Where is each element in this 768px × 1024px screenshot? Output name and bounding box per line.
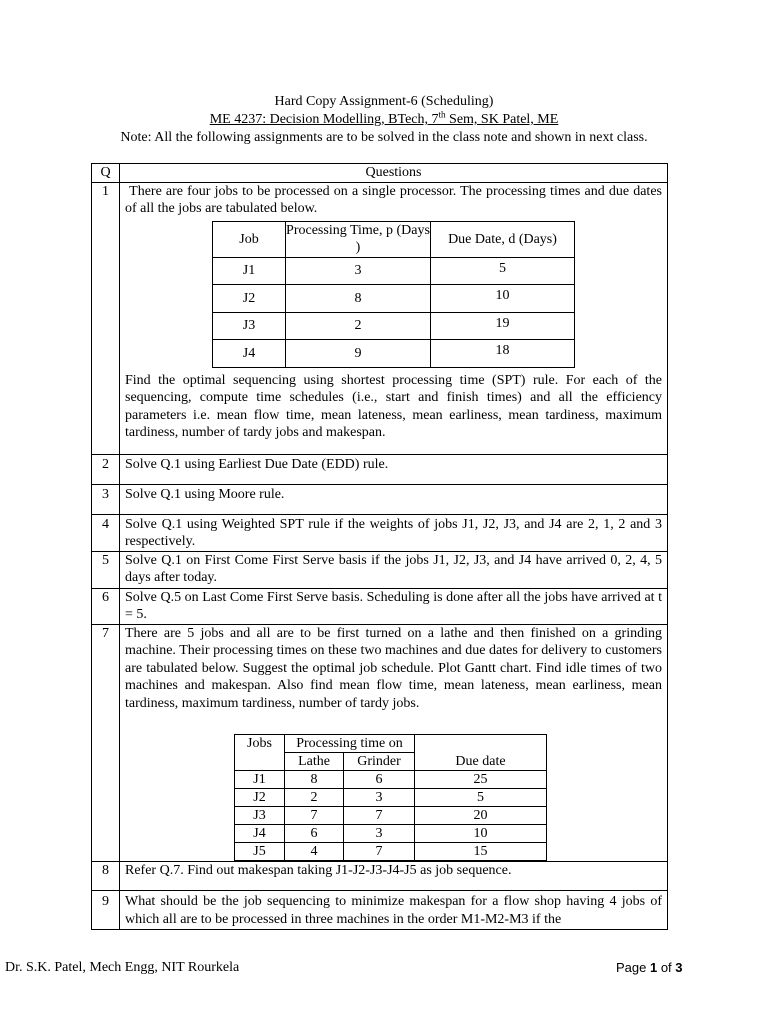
q1-cell: 9 [286,340,431,368]
q7-cell: 3 [344,825,415,843]
q7-cell: J3 [235,807,285,825]
note-line: Note: All the following assignments are to be solved in the class note and shown in next class. [120,130,648,145]
question-number: 1 [92,182,120,454]
q7-cell: J5 [235,843,285,861]
q1-cell: J2 [213,285,286,313]
q7-cell: 8 [285,771,344,789]
question-1-intro: There are four jobs to be processed on a single processor. The processing times and due dates of all the jobs are tabulated below. [125,183,666,216]
q7-cell: 4 [285,843,344,861]
question-row-4 [92,514,668,551]
q7-cell: J1 [235,771,285,789]
col-q-header: Q [92,164,120,183]
q7-cell: 25 [415,771,547,789]
question-number: 8 [92,862,120,891]
q1-cell: 8 [286,285,431,313]
q1-header-processing: Processing Time, p (Days ) [286,223,430,255]
table-header-row [92,164,668,183]
question-8-text: Refer Q.7. Find out makespan taking J1-J2-J3-J4-J5 as job sequence. [120,862,668,891]
table-row [235,789,547,807]
q7-cell: 2 [285,789,344,807]
of-word: of [657,960,676,975]
course-line-post: Sem, SK Patel, ME [445,112,559,127]
question-4-text: Solve Q.1 using Weighted SPT rule if the weights of jobs J1, J2, J3, and J4 are 2, 1, 2 and 3 respectively. [120,514,668,551]
page-number [616,960,683,975]
q7-header-jobs: Jobs [235,735,285,753]
question-number: 6 [92,588,120,624]
q7-header-lathe: Lathe [285,753,344,771]
q1-jobs-table [212,221,575,368]
table-row [235,771,547,789]
q7-header-due: Due date [415,753,547,771]
table-row [213,257,575,285]
q1-cell: 2 [286,312,431,340]
col-questions-header: Questions [120,164,668,183]
question-1-cell [120,182,668,454]
q7-header-row-1 [235,735,547,753]
q1-cell: 3 [286,257,431,285]
table-row [235,843,547,861]
q7-cell: 6 [285,825,344,843]
question-5-text: Solve Q.1 on First Come First Serve basis if the jobs J1, J2, J3, and J4 have arrived 0, 2, 4, 5 days after today. [120,551,668,588]
q7-cell: J4 [235,825,285,843]
assignment-title: Hard Copy Assignment-6 (Scheduling) [274,94,494,109]
q1-cell: 19 [431,312,575,340]
table-row [213,312,575,340]
q1-cell: 18 [431,340,575,368]
question-number: 7 [92,624,120,862]
question-7-text: There are 5 jobs and all are to be first turned on a lathe and then finished on a grinding machine. Their processing times on these two machines and due dates for delivery to customers are tabulated below. Suggest the optimal job schedule. Plot Gantt chart. Find idle times of two machines and makespan. Also find mean flow time, mean lateness, mean earliness, mean tardiness, maximum tardiness, number of tardy jobs. [125,625,662,711]
q7-cell: 7 [285,807,344,825]
question-row-7 [92,624,668,862]
q7-cell: 6 [344,771,415,789]
q7-header-due-spacer [415,735,547,753]
course-line [0,111,768,128]
q7-cell: 7 [344,843,415,861]
question-3-text: Solve Q.1 using Moore rule. [120,484,668,514]
questions-table [91,163,668,930]
q1-cell: J1 [213,257,286,285]
course-line-pre: ME 4237: Decision Modelling, BTech, 7 [209,112,439,127]
question-row-5 [92,551,668,588]
question-2-text: Solve Q.1 using Earliest Due Date (EDD) rule. [120,454,668,484]
footer-author: Dr. S.K. Patel, Mech Engg, NIT Rourkela [5,960,240,975]
question-number: 4 [92,514,120,551]
q1-cell: 5 [431,257,575,285]
q1-cell: J4 [213,340,286,368]
question-number: 3 [92,484,120,514]
question-number: 5 [92,551,120,588]
q1-header-due: Due Date, d (Days) [431,221,575,257]
table-row [235,807,547,825]
q1-cell: J3 [213,312,286,340]
question-number: 9 [92,891,120,930]
table-row [235,825,547,843]
q7-cell: 5 [415,789,547,807]
q7-header-blank [235,753,285,771]
question-row-3 [92,484,668,514]
q7-cell: 10 [415,825,547,843]
q7-jobs-table [234,734,547,861]
question-9-text: What should be the job sequencing to minimize makespan for a flow shop having 4 jobs of which all are to be processed in three machines in the order M1-M2-M3 if the [120,891,668,930]
question-row-8 [92,862,668,891]
q1-header-job: Job [213,221,286,257]
q7-cell: J2 [235,789,285,807]
question-number: 2 [92,454,120,484]
q7-cell: 20 [415,807,547,825]
q1-table-header [213,221,575,257]
q7-header-processing: Processing time on [285,735,415,753]
question-7-cell [120,624,668,862]
q7-header-grinder: Grinder [344,753,415,771]
page-word: Page [616,960,650,975]
q1-cell: 10 [431,285,575,313]
q7-cell: 7 [344,807,415,825]
question-row-2 [92,454,668,484]
q7-cell: 15 [415,843,547,861]
page-current: 1 [649,960,658,975]
course-line-sup: th [438,109,446,120]
q7-header-row-2 [235,753,547,771]
table-row [213,285,575,313]
question-row-1 [92,182,668,454]
question-row-6 [92,588,668,624]
page-total: 3 [675,960,683,975]
q7-cell: 3 [344,789,415,807]
question-row-9 [92,891,668,930]
question-1-after: Find the optimal sequencing using shortest processing time (SPT) rule. For each of the sequencing, compute time schedules (i.e., start and finish times) and all the efficiency parameters i.e. mean flow time, mean lateness, mean earliness, mean tardiness, maximum tardiness, number of tardy jobs and makespan. [125,372,662,440]
question-6-text: Solve Q.5 on Last Come First Serve basis. Scheduling is done after all the jobs have arrived at t = 5. [120,588,668,624]
table-row [213,340,575,368]
